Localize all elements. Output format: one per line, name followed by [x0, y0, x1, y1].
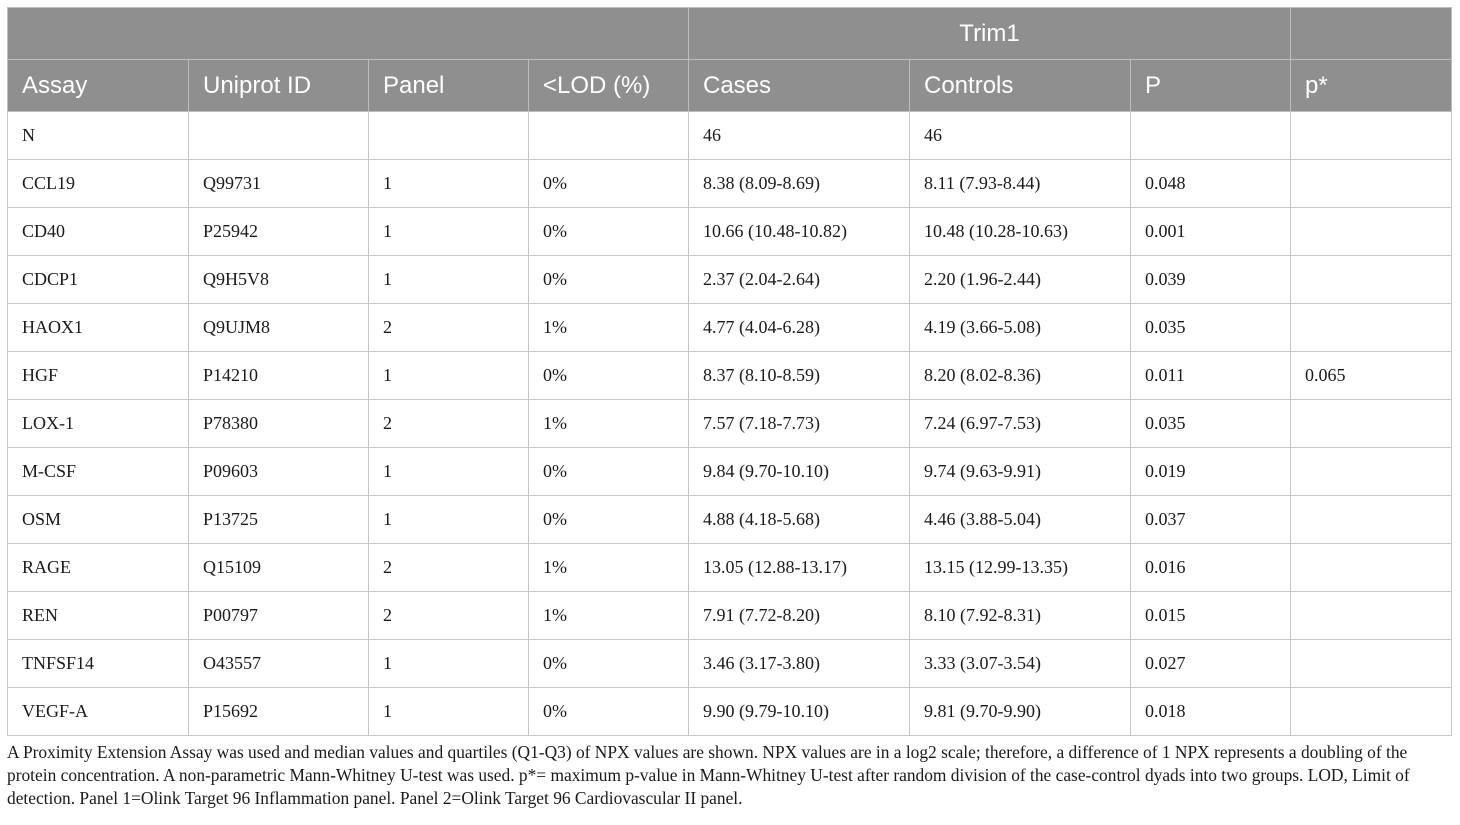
table-cell: 0.011	[1131, 352, 1291, 400]
table-cell	[1291, 160, 1452, 208]
table-cell	[1291, 208, 1452, 256]
column-header: Assay	[8, 60, 189, 112]
table-cell: 1%	[529, 304, 689, 352]
table-row	[8, 688, 1452, 736]
column-header: <LOD (%)	[529, 60, 689, 112]
table-cell: 4.88 (4.18-5.68)	[689, 496, 910, 544]
group-header-trim1: Trim1	[689, 8, 1291, 60]
table-cell: 7.91 (7.72-8.20)	[689, 592, 910, 640]
table-cell	[369, 112, 529, 160]
table-cell: 0.019	[1131, 448, 1291, 496]
table-row	[8, 304, 1452, 352]
table-cell: 9.81 (9.70-9.90)	[910, 688, 1131, 736]
table-cell: 1	[369, 352, 529, 400]
table-cell: CDCP1	[8, 256, 189, 304]
table-row	[8, 160, 1452, 208]
table-cell: P78380	[189, 400, 369, 448]
table-cell	[1291, 112, 1452, 160]
table-cell: 0.018	[1131, 688, 1291, 736]
table-cell: P15692	[189, 688, 369, 736]
table-cell: 8.37 (8.10-8.59)	[689, 352, 910, 400]
table-cell: 1	[369, 448, 529, 496]
table-cell: Q99731	[189, 160, 369, 208]
table-cell	[1291, 400, 1452, 448]
table-row	[8, 256, 1452, 304]
table-cell: Q9UJM8	[189, 304, 369, 352]
table-cell: 4.46 (3.88-5.04)	[910, 496, 1131, 544]
table-row	[8, 592, 1452, 640]
table-cell: 0%	[529, 208, 689, 256]
table-cell: 46	[689, 112, 910, 160]
table-cell	[1291, 304, 1452, 352]
table-cell: 1	[369, 496, 529, 544]
table-cell: P14210	[189, 352, 369, 400]
table-cell: RAGE	[8, 544, 189, 592]
table-cell: 4.19 (3.66-5.08)	[910, 304, 1131, 352]
table-cell: HAOX1	[8, 304, 189, 352]
table-cell: 7.57 (7.18-7.73)	[689, 400, 910, 448]
table-cell: 1	[369, 688, 529, 736]
results-table-container	[7, 7, 1451, 736]
table-cell: 0.027	[1131, 640, 1291, 688]
table-cell: Q9H5V8	[189, 256, 369, 304]
table-cell: 8.10 (7.92-8.31)	[910, 592, 1131, 640]
table-cell: 0.001	[1131, 208, 1291, 256]
table-cell: TNFSF14	[8, 640, 189, 688]
group-header-blank	[8, 8, 689, 60]
table-footnote: A Proximity Extension Assay was used and median values and quartiles (Q1-Q3) of NPX values are shown. NPX values are in a log2 scale; therefore, a difference of 1 NPX represents a doubling of the protein concentration. A non-parametric Mann-Whitney U-test was used. p*= maximum p-value in Mann-Whitney U-test after random division of the case-control dyads into two groups. LOD, Limit of detection. Panel 1=Olink Target 96 Inflammation panel. Panel 2=Olink Target 96 Cardiovascular II panel.	[7, 742, 1410, 808]
table-cell: 2	[369, 400, 529, 448]
table-row	[8, 400, 1452, 448]
table-row	[8, 352, 1452, 400]
table-cell: 4.77 (4.04-6.28)	[689, 304, 910, 352]
table-cell: P25942	[189, 208, 369, 256]
table-cell: LOX-1	[8, 400, 189, 448]
table-cell: 3.46 (3.17-3.80)	[689, 640, 910, 688]
table-cell: 0.016	[1131, 544, 1291, 592]
table-cell: 0.065	[1291, 352, 1452, 400]
table-cell: 13.15 (12.99-13.35)	[910, 544, 1131, 592]
table-cell	[1291, 256, 1452, 304]
table-cell: OSM	[8, 496, 189, 544]
table-cell: Q15109	[189, 544, 369, 592]
table-cell: 0%	[529, 448, 689, 496]
table-row	[8, 544, 1452, 592]
table-row	[8, 496, 1452, 544]
table-cell: 8.38 (8.09-8.69)	[689, 160, 910, 208]
table-cell: 46	[910, 112, 1131, 160]
table-cell: 1%	[529, 400, 689, 448]
table-cell: CD40	[8, 208, 189, 256]
table-cell: 0%	[529, 688, 689, 736]
table-cell: 9.74 (9.63-9.91)	[910, 448, 1131, 496]
table-cell: 0%	[529, 640, 689, 688]
table-row	[8, 640, 1452, 688]
table-cell: 1	[369, 640, 529, 688]
table-cell: P13725	[189, 496, 369, 544]
table-cell: 8.11 (7.93-8.44)	[910, 160, 1131, 208]
table-cell: 0%	[529, 256, 689, 304]
table-cell: 1%	[529, 592, 689, 640]
table-cell	[1291, 448, 1452, 496]
table-cell: 0%	[529, 496, 689, 544]
table-cell: 2.37 (2.04-2.64)	[689, 256, 910, 304]
table-cell: 0.048	[1131, 160, 1291, 208]
table-cell: 8.20 (8.02-8.36)	[910, 352, 1131, 400]
column-header: Cases	[689, 60, 910, 112]
table-cell: 0%	[529, 352, 689, 400]
table-cell: 0%	[529, 160, 689, 208]
table-row	[8, 112, 1452, 160]
results-table	[7, 7, 1452, 736]
column-header-row	[8, 60, 1452, 112]
table-cell: VEGF-A	[8, 688, 189, 736]
group-header-blank-end	[1291, 8, 1452, 60]
table-cell: CCL19	[8, 160, 189, 208]
table-cell: HGF	[8, 352, 189, 400]
table-cell: 0.035	[1131, 304, 1291, 352]
table-cell: 1%	[529, 544, 689, 592]
table-cell: N	[8, 112, 189, 160]
table-cell: 2	[369, 592, 529, 640]
table-cell	[1291, 688, 1452, 736]
column-header: p*	[1291, 60, 1452, 112]
table-cell: 1	[369, 256, 529, 304]
table-cell: 3.33 (3.07-3.54)	[910, 640, 1131, 688]
table-cell: P00797	[189, 592, 369, 640]
column-header: Uniprot ID	[189, 60, 369, 112]
table-cell	[1291, 640, 1452, 688]
table-cell: REN	[8, 592, 189, 640]
table-cell	[1131, 112, 1291, 160]
table-cell	[1291, 496, 1452, 544]
table-cell: 1	[369, 208, 529, 256]
table-cell	[529, 112, 689, 160]
table-cell	[1291, 544, 1452, 592]
table-cell: 10.48 (10.28-10.63)	[910, 208, 1131, 256]
table-cell: 0.035	[1131, 400, 1291, 448]
table-cell: 9.90 (9.79-10.10)	[689, 688, 910, 736]
table-cell: 7.24 (6.97-7.53)	[910, 400, 1131, 448]
table-cell: 0.037	[1131, 496, 1291, 544]
table-cell: 2.20 (1.96-2.44)	[910, 256, 1131, 304]
table-cell: 2	[369, 544, 529, 592]
table-cell: 0.039	[1131, 256, 1291, 304]
table-cell	[189, 112, 369, 160]
table-cell: 1	[369, 160, 529, 208]
group-header-row	[8, 8, 1452, 60]
table-cell: M-CSF	[8, 448, 189, 496]
column-header: Panel	[369, 60, 529, 112]
table-cell: O43557	[189, 640, 369, 688]
table-cell: 9.84 (9.70-10.10)	[689, 448, 910, 496]
table-cell	[1291, 592, 1452, 640]
table-cell: P09603	[189, 448, 369, 496]
table-cell: 0.015	[1131, 592, 1291, 640]
column-header: P	[1131, 60, 1291, 112]
column-header: Controls	[910, 60, 1131, 112]
table-row	[8, 448, 1452, 496]
table-cell: 13.05 (12.88-13.17)	[689, 544, 910, 592]
table-body	[8, 112, 1452, 736]
table-cell: 10.66 (10.48-10.82)	[689, 208, 910, 256]
table-row	[8, 208, 1452, 256]
table-cell: 2	[369, 304, 529, 352]
